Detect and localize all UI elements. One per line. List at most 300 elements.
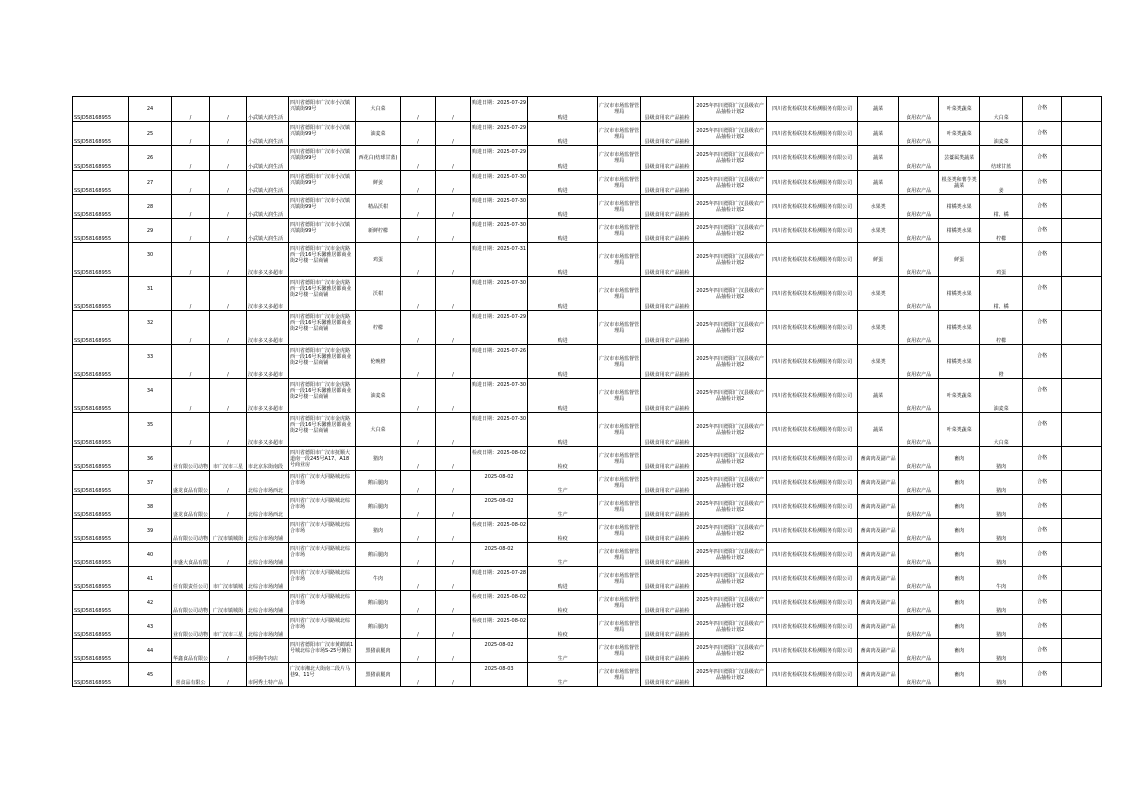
food-name-cell: 大白菜: [356, 97, 401, 122]
sample-type-cell: 购进: [528, 311, 598, 345]
seller-name-cell: 北综合市场肉铺: [247, 567, 289, 591]
task-plan-cell: 2025年四川德阳广汉县级农产品抽检计划2: [694, 219, 767, 243]
category-level4-cell: 大白菜: [980, 413, 1023, 447]
result-cell: 合格: [1023, 345, 1062, 379]
sample-type-cell: 购进: [528, 171, 598, 195]
testing-lab-cell: 四川省优检联技术检测服务有限公司: [767, 639, 858, 663]
seller-name-cell: 小武镇大润生活: [247, 171, 289, 195]
food-name-cell: 鹅后腿肉: [356, 495, 401, 519]
testing-lab-cell: 四川省优检联技术检测服务有限公司: [767, 122, 858, 146]
blank-cell: [1062, 171, 1102, 195]
result-cell: 合格: [1023, 277, 1062, 311]
producer-name-cell: /: [172, 146, 210, 171]
seller-name-cell: 北综合市场肉铺: [247, 591, 289, 615]
specification-cell: /: [401, 311, 436, 345]
date-cell: 2025-08-02: [471, 495, 528, 519]
category-level1-cell: 水果类: [858, 311, 899, 345]
specification-cell: /: [401, 663, 436, 687]
brand-cell: /: [436, 471, 471, 495]
food-name-cell: 黑猪前腿肉: [356, 639, 401, 663]
task-plan-cell: 2025年四川德阳广汉县级农产品抽检计划2: [694, 146, 767, 171]
task-plan-cell: 2025年四川德阳广汉县级农产品抽检计划2: [694, 195, 767, 219]
sample-id-cell: SSJD58168955: [73, 195, 129, 219]
blank-cell: [1062, 639, 1102, 663]
category-level1-cell: 蔬菜: [858, 171, 899, 195]
blank-cell: [1062, 122, 1102, 146]
producer-name-cell: /: [172, 277, 210, 311]
blank-cell: [1062, 195, 1102, 219]
brand-cell: /: [436, 543, 471, 567]
sample-id-cell: SSJD58168955: [73, 591, 129, 615]
seller-address-cell: 四川省德阳市广汉市小汉镇兴镇街99号: [289, 219, 356, 243]
result-cell: 合格: [1023, 379, 1062, 413]
organizer-cell: 广汉市市场监督管理局: [598, 567, 641, 591]
sample-type-cell: 生产: [528, 543, 598, 567]
date-cell: 购进日期：2025-07-28: [471, 567, 528, 591]
sample-type-cell: 生产: [528, 639, 598, 663]
sample-id-cell: SSJD58168955: [73, 311, 129, 345]
sequence-number-cell: 27: [129, 171, 172, 195]
producer-address-cell: /: [210, 97, 247, 122]
date-cell: 2025-08-03: [471, 663, 528, 687]
specification-cell: /: [401, 447, 436, 471]
seller-address-cell: 四川省德阳市广汉市金虎路西一段16号禾馨雅居都商业街2号楼一层商铺: [289, 345, 356, 379]
seller-address-cell: 四川省德阳市广汉市小汉镇兴镇街99号: [289, 146, 356, 171]
sample-type-cell: 购进: [528, 243, 598, 277]
date-cell: 购进日期：2025-07-30: [471, 277, 528, 311]
category-level2-cell: 食用农产品: [899, 447, 939, 471]
brand-cell: /: [436, 591, 471, 615]
producer-address-cell: /: [210, 413, 247, 447]
category-level3-cell: 叶菜类蔬菜: [939, 379, 980, 413]
table-row: [73, 447, 1102, 471]
sample-id-cell: SSJD58168955: [73, 543, 129, 567]
category-level1-cell: 蔬菜: [858, 146, 899, 171]
testing-lab-cell: 四川省优检联技术检测服务有限公司: [767, 146, 858, 171]
category-level3-cell: 柑橘类水果: [939, 311, 980, 345]
specification-cell: /: [401, 471, 436, 495]
result-cell: 合格: [1023, 495, 1062, 519]
seller-address-cell: 四川省广汉市大同路城北综合市场: [289, 567, 356, 591]
seller-name-cell: 汉市多又多超市: [247, 379, 289, 413]
food-name-cell: 鹅后腿肉: [356, 591, 401, 615]
result-cell: 合格: [1023, 243, 1062, 277]
category-level3-cell: 鲜蛋: [939, 243, 980, 277]
specification-cell: /: [401, 591, 436, 615]
seller-address-cell: 四川省德阳市广汉市小汉镇兴镇街99号: [289, 97, 356, 122]
category-level4-cell: 姜: [980, 171, 1023, 195]
category-level2-cell: 食用农产品: [899, 615, 939, 639]
category-level3-cell: 畜肉: [939, 543, 980, 567]
date-cell: 购进日期：2025-07-30: [471, 413, 528, 447]
task-source-cell: 县级食用农产品抽检: [641, 567, 694, 591]
category-level2-cell: 食用农产品: [899, 663, 939, 687]
organizer-cell: 广汉市市场监督管理局: [598, 345, 641, 379]
seller-name-cell: 北综合市场肉铺: [247, 519, 289, 543]
brand-cell: /: [436, 146, 471, 171]
producer-address-cell: 广汉市镇城街: [210, 591, 247, 615]
seller-name-cell: 小武镇大润生活: [247, 146, 289, 171]
blank-cell: [1062, 97, 1102, 122]
sample-id-cell: SSJD58168955: [73, 345, 129, 379]
result-cell: 合格: [1023, 146, 1062, 171]
testing-lab-cell: 四川省优检联技术检测服务有限公司: [767, 345, 858, 379]
specification-cell: /: [401, 146, 436, 171]
table-row: [73, 311, 1102, 345]
table-row: [73, 171, 1102, 195]
table-row: [73, 379, 1102, 413]
food-name-cell: 伦晚橙: [356, 345, 401, 379]
sample-type-cell: 购进: [528, 122, 598, 146]
producer-address-cell: /: [210, 122, 247, 146]
food-name-cell: 鹅后腿肉: [356, 471, 401, 495]
sample-type-cell: 生产: [528, 663, 598, 687]
organizer-cell: 广汉市市场监督管理局: [598, 413, 641, 447]
brand-cell: /: [436, 379, 471, 413]
table-row: [73, 219, 1102, 243]
category-level4-cell: 油麦菜: [980, 122, 1023, 146]
producer-address-cell: /: [210, 379, 247, 413]
table-body: [73, 97, 1102, 687]
category-level3-cell: 畜肉: [939, 447, 980, 471]
category-level2-cell: 食用农产品: [899, 519, 939, 543]
seller-address-cell: 四川省德阳市广汉市黄鹤镇1号城北综合市场S-25号摊位: [289, 639, 356, 663]
blank-cell: [1062, 447, 1102, 471]
sample-id-cell: SSJD58168955: [73, 519, 129, 543]
specification-cell: /: [401, 219, 436, 243]
table-row: [73, 591, 1102, 615]
category-level4-cell: 猪肉: [980, 471, 1023, 495]
task-source-cell: 县级食用农产品抽检: [641, 663, 694, 687]
category-level1-cell: 畜禽肉及副产品: [858, 471, 899, 495]
blank-cell: [1062, 311, 1102, 345]
date-cell: 检疫日期：2025-08-02: [471, 519, 528, 543]
producer-name-cell: 任有限责任公司: [172, 567, 210, 591]
organizer-cell: 广汉市市场监督管理局: [598, 471, 641, 495]
task-source-cell: 县级食用农产品抽检: [641, 97, 694, 122]
category-level2-cell: 食用农产品: [899, 345, 939, 379]
category-level1-cell: 水果类: [858, 195, 899, 219]
brand-cell: /: [436, 567, 471, 591]
result-cell: 合格: [1023, 311, 1062, 345]
brand-cell: /: [436, 615, 471, 639]
category-level3-cell: 柑橘类水果: [939, 345, 980, 379]
date-cell: 购进日期：2025-07-30: [471, 379, 528, 413]
sample-id-cell: SSJD58168955: [73, 567, 129, 591]
category-level4-cell: 牛肉: [980, 567, 1023, 591]
specification-cell: /: [401, 345, 436, 379]
blank-cell: [1062, 519, 1102, 543]
category-level3-cell: 柑橘类水果: [939, 219, 980, 243]
seller-address-cell: 四川省德阳市广汉市小汉镇兴镇街99号: [289, 171, 356, 195]
sequence-number-cell: 40: [129, 543, 172, 567]
food-name-cell: 鸡蛋: [356, 243, 401, 277]
seller-address-cell: 四川省德阳市广汉市小汉镇兴镇街99号: [289, 122, 356, 146]
seller-name-cell: 市阿秀土特产品: [247, 663, 289, 687]
sample-id-cell: SSJD58168955: [73, 379, 129, 413]
brand-cell: /: [436, 663, 471, 687]
producer-name-cell: /: [172, 171, 210, 195]
specification-cell: /: [401, 413, 436, 447]
category-level1-cell: 畜禽肉及副产品: [858, 591, 899, 615]
category-level1-cell: 畜禽肉及副产品: [858, 639, 899, 663]
sample-type-cell: 购进: [528, 97, 598, 122]
organizer-cell: 广汉市市场监督管理局: [598, 495, 641, 519]
table-row: [73, 243, 1102, 277]
sequence-number-cell: 30: [129, 243, 172, 277]
sample-id-cell: SSJD58168955: [73, 663, 129, 687]
seller-name-cell: 小武镇大润生活: [247, 122, 289, 146]
category-level2-cell: 食用农产品: [899, 413, 939, 447]
producer-name-cell: 业有限公司动物: [172, 615, 210, 639]
organizer-cell: 广汉市市场监督管理局: [598, 243, 641, 277]
seller-address-cell: 四川省德阳市广汉市小汉镇兴镇街99号: [289, 195, 356, 219]
date-cell: 检疫日期：2025-08-02: [471, 615, 528, 639]
date-cell: 购进日期：2025-07-26: [471, 345, 528, 379]
sequence-number-cell: 36: [129, 447, 172, 471]
producer-name-cell: 业有限公司动物: [172, 447, 210, 471]
date-cell: 购进日期：2025-07-29: [471, 97, 528, 122]
result-cell: 合格: [1023, 171, 1062, 195]
category-level1-cell: 畜禽肉及副产品: [858, 615, 899, 639]
task-plan-cell: 2025年四川德阳广汉县级农产品抽检计划2: [694, 171, 767, 195]
result-cell: 合格: [1023, 639, 1062, 663]
brand-cell: /: [436, 447, 471, 471]
sample-id-cell: SSJD58168955: [73, 639, 129, 663]
food-name-cell: 油麦菜: [356, 122, 401, 146]
testing-lab-cell: 四川省优检联技术检测服务有限公司: [767, 591, 858, 615]
table-row: [73, 146, 1102, 171]
food-name-cell: 猪肉: [356, 447, 401, 471]
producer-name-cell: 盛龙食品有限公: [172, 471, 210, 495]
task-plan-cell: 2025年四川德阳广汉县级农产品抽检计划2: [694, 471, 767, 495]
specification-cell: /: [401, 122, 436, 146]
organizer-cell: 广汉市市场监督管理局: [598, 615, 641, 639]
organizer-cell: 广汉市市场监督管理局: [598, 219, 641, 243]
table-row: [73, 567, 1102, 591]
category-level1-cell: 畜禽肉及副产品: [858, 495, 899, 519]
sequence-number-cell: 34: [129, 379, 172, 413]
producer-address-cell: /: [210, 311, 247, 345]
seller-name-cell: 北综合市场西北: [247, 471, 289, 495]
sample-type-cell: 生产: [528, 495, 598, 519]
sample-id-cell: SSJD58168955: [73, 413, 129, 447]
task-source-cell: 县级食用农产品抽检: [641, 146, 694, 171]
seller-name-cell: 小武镇大润生活: [247, 97, 289, 122]
producer-address-cell: 市广汉市三星: [210, 615, 247, 639]
category-level4-cell: 橙: [980, 345, 1023, 379]
sample-id-cell: SSJD58168955: [73, 171, 129, 195]
seller-name-cell: 北综合市场肉铺: [247, 615, 289, 639]
testing-lab-cell: 四川省优检联技术检测服务有限公司: [767, 447, 858, 471]
sequence-number-cell: 42: [129, 591, 172, 615]
result-cell: 合格: [1023, 447, 1062, 471]
result-cell: 合格: [1023, 97, 1062, 122]
sample-type-cell: 检疫: [528, 447, 598, 471]
category-level1-cell: 水果类: [858, 277, 899, 311]
brand-cell: /: [436, 122, 471, 146]
category-level4-cell: 猪肉: [980, 639, 1023, 663]
table-row: [73, 97, 1102, 122]
producer-address-cell: 市广汉市三星: [210, 447, 247, 471]
category-level4-cell: 柑、橘: [980, 277, 1023, 311]
brand-cell: /: [436, 495, 471, 519]
task-source-cell: 县级食用农产品抽检: [641, 447, 694, 471]
category-level3-cell: 柑橘类水果: [939, 195, 980, 219]
seller-name-cell: 汉市多又多超市: [247, 413, 289, 447]
testing-lab-cell: 四川省优检联技术检测服务有限公司: [767, 379, 858, 413]
testing-lab-cell: 四川省优检联技术检测服务有限公司: [767, 471, 858, 495]
sample-type-cell: 购进: [528, 195, 598, 219]
date-cell: 2025-08-02: [471, 471, 528, 495]
result-cell: 合格: [1023, 122, 1062, 146]
category-level1-cell: 畜禽肉及副产品: [858, 519, 899, 543]
category-level4-cell: 柑、橘: [980, 195, 1023, 219]
task-source-cell: 县级食用农产品抽检: [641, 591, 694, 615]
seller-name-cell: 汉市多又多超市: [247, 243, 289, 277]
blank-cell: [1062, 277, 1102, 311]
seller-address-cell: 广汉市湘北大街南二段片马巷9、11号: [289, 663, 356, 687]
date-cell: 购进日期：2025-07-30: [471, 171, 528, 195]
task-source-cell: 县级食用农产品抽检: [641, 615, 694, 639]
specification-cell: /: [401, 639, 436, 663]
producer-name-cell: /: [172, 311, 210, 345]
seller-name-cell: 市阿狗牛肉店: [247, 639, 289, 663]
category-level3-cell: 根茎类和薯芋类蔬菜: [939, 171, 980, 195]
task-source-cell: 县级食用农产品抽检: [641, 243, 694, 277]
task-plan-cell: 2025年四川德阳广汉县级农产品抽检计划2: [694, 97, 767, 122]
sample-id-cell: SSJD58168955: [73, 447, 129, 471]
blank-cell: [1062, 471, 1102, 495]
sequence-number-cell: 39: [129, 519, 172, 543]
category-level2-cell: 食用农产品: [899, 379, 939, 413]
organizer-cell: 广汉市市场监督管理局: [598, 195, 641, 219]
producer-name-cell: 喜食品有限公: [172, 663, 210, 687]
result-cell: 合格: [1023, 591, 1062, 615]
category-level4-cell: 猪肉: [980, 591, 1023, 615]
producer-address-cell: /: [210, 277, 247, 311]
date-cell: 购进日期：2025-07-31: [471, 243, 528, 277]
task-plan-cell: 2025年四川德阳广汉县级农产品抽检计划2: [694, 591, 767, 615]
organizer-cell: 广汉市市场监督管理局: [598, 171, 641, 195]
sequence-number-cell: 28: [129, 195, 172, 219]
food-name-cell: 西花白(结球甘蓝): [356, 146, 401, 171]
category-level1-cell: 蔬菜: [858, 122, 899, 146]
task-source-cell: 县级食用农产品抽检: [641, 345, 694, 379]
sequence-number-cell: 29: [129, 219, 172, 243]
food-name-cell: 油麦菜: [356, 379, 401, 413]
brand-cell: /: [436, 171, 471, 195]
task-plan-cell: 2025年四川德阳广汉县级农产品抽检计划2: [694, 413, 767, 447]
organizer-cell: 广汉市市场监督管理局: [598, 146, 641, 171]
brand-cell: /: [436, 519, 471, 543]
producer-name-cell: /: [172, 243, 210, 277]
sample-id-cell: SSJD58168955: [73, 615, 129, 639]
organizer-cell: 广汉市市场监督管理局: [598, 639, 641, 663]
specification-cell: /: [401, 171, 436, 195]
seller-address-cell: 四川省德阳市广汉市金虎路西一段16号禾馨雅居都商业街2号楼一层商铺: [289, 277, 356, 311]
sequence-number-cell: 26: [129, 146, 172, 171]
specification-cell: /: [401, 567, 436, 591]
date-cell: 2025-08-02: [471, 639, 528, 663]
producer-name-cell: 市盛大食品有限: [172, 543, 210, 567]
category-level2-cell: 食用农产品: [899, 471, 939, 495]
task-plan-cell: 2025年四川德阳广汉县级农产品抽检计划2: [694, 663, 767, 687]
food-name-cell: 鲜姜: [356, 171, 401, 195]
category-level2-cell: 食用农产品: [899, 543, 939, 567]
category-level4-cell: 猪肉: [980, 663, 1023, 687]
task-source-cell: 县级食用农产品抽检: [641, 171, 694, 195]
task-source-cell: 县级食用农产品抽检: [641, 219, 694, 243]
food-name-cell: 牛肉: [356, 567, 401, 591]
blank-cell: [1062, 413, 1102, 447]
producer-name-cell: 华鑫食品有限公: [172, 639, 210, 663]
specification-cell: /: [401, 195, 436, 219]
testing-lab-cell: 四川省优检联技术检测服务有限公司: [767, 663, 858, 687]
category-level3-cell: 叶菜类蔬菜: [939, 413, 980, 447]
sample-id-cell: SSJD58168955: [73, 277, 129, 311]
category-level4-cell: 柠檬: [980, 219, 1023, 243]
seller-address-cell: 四川省广汉市大同路城北综合市场: [289, 543, 356, 567]
producer-name-cell: /: [172, 345, 210, 379]
producer-address-cell: /: [210, 195, 247, 219]
sequence-number-cell: 45: [129, 663, 172, 687]
food-name-cell: 黑猪前腿肉: [356, 663, 401, 687]
category-level3-cell: 畜肉: [939, 567, 980, 591]
seller-name-cell: 北综合市场肉铺: [247, 543, 289, 567]
specification-cell: /: [401, 519, 436, 543]
category-level3-cell: 柑橘类水果: [939, 277, 980, 311]
category-level4-cell: 猪肉: [980, 543, 1023, 567]
seller-name-cell: 市北京东街南段: [247, 447, 289, 471]
table-row: [73, 122, 1102, 146]
category-level2-cell: 食用农产品: [899, 195, 939, 219]
brand-cell: /: [436, 243, 471, 277]
result-cell: 合格: [1023, 615, 1062, 639]
testing-lab-cell: 四川省优检联技术检测服务有限公司: [767, 495, 858, 519]
category-level3-cell: 畜肉: [939, 519, 980, 543]
sample-id-cell: SSJD58168955: [73, 471, 129, 495]
category-level1-cell: 蔬菜: [858, 413, 899, 447]
producer-name-cell: /: [172, 379, 210, 413]
seller-address-cell: 四川省德阳市广汉市金虎路西一段16号禾馨雅居都商业街2号楼一层商铺: [289, 413, 356, 447]
sequence-number-cell: 43: [129, 615, 172, 639]
category-level2-cell: 食用农产品: [899, 146, 939, 171]
specification-cell: /: [401, 243, 436, 277]
task-plan-cell: 2025年四川德阳广汉县级农产品抽检计划2: [694, 311, 767, 345]
task-source-cell: 县级食用农产品抽检: [641, 311, 694, 345]
organizer-cell: 广汉市市场监督管理局: [598, 379, 641, 413]
seller-address-cell: 四川省德阳市广汉市金虎路西一段16号禾馨雅居都商业街2号楼一层商铺: [289, 243, 356, 277]
testing-lab-cell: 四川省优检联技术检测服务有限公司: [767, 243, 858, 277]
sample-type-cell: 购进: [528, 413, 598, 447]
producer-address-cell: 市广汉市镇城: [210, 567, 247, 591]
specification-cell: /: [401, 97, 436, 122]
sample-id-cell: SSJD58168955: [73, 219, 129, 243]
category-level4-cell: 大白菜: [980, 97, 1023, 122]
testing-lab-cell: 四川省优检联技术检测服务有限公司: [767, 277, 858, 311]
table-row: [73, 413, 1102, 447]
table-row: [73, 495, 1102, 519]
task-plan-cell: 2025年四川德阳广汉县级农产品抽检计划2: [694, 277, 767, 311]
seller-address-cell: 四川省德阳市广汉市金虎路西一段16号禾馨雅居都商业街2号楼一层商铺: [289, 311, 356, 345]
category-level1-cell: 蔬菜: [858, 97, 899, 122]
result-cell: 合格: [1023, 663, 1062, 687]
date-cell: 检疫日期：2025-08-02: [471, 591, 528, 615]
testing-lab-cell: 四川省优检联技术检测服务有限公司: [767, 543, 858, 567]
category-level2-cell: 食用农产品: [899, 639, 939, 663]
food-name-cell: 柠檬: [356, 311, 401, 345]
